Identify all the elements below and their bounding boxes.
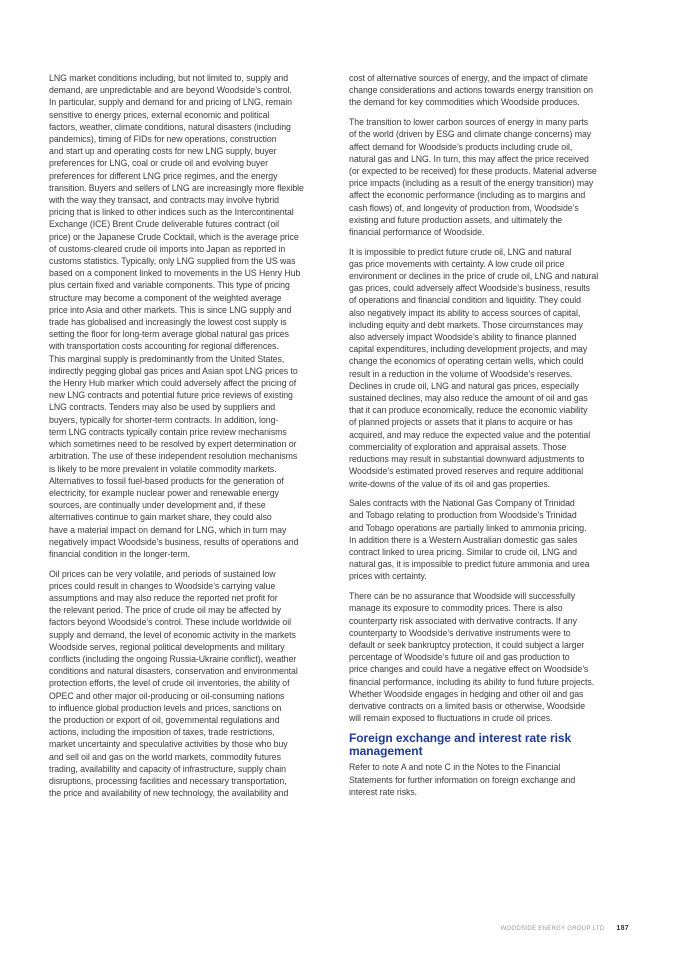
text-line: factors beyond Woodside’s control. These include worldwide oil xyxy=(49,617,292,628)
text-line: preferences for LNG, coal or crude oil and evolving buyer xyxy=(49,158,268,169)
page-footer xyxy=(501,925,629,933)
text-line: manage its exposure to commodity prices. There is also xyxy=(349,603,563,614)
heading-line: Foreign exchange and interest rate risk xyxy=(349,731,572,746)
text-line: sensitive to energy prices, external economic and political xyxy=(49,109,270,120)
text-line: actions, including the imposition of taxes, trade restrictions, xyxy=(49,727,275,738)
text-line: plus certain fixed and variable components. This type of pricing xyxy=(49,280,290,291)
text-line: Oil prices can be very volatile, and periods of sustained low xyxy=(49,568,276,579)
left-column xyxy=(49,72,330,807)
text-line: contract linked to urea pricing. Similar to crude oil, LNG and xyxy=(349,547,577,558)
text-line: LNG contracts. Tenders may also be used by suppliers and xyxy=(49,402,276,413)
text-line: natural gas, it is impossible to predict future ammonia and urea xyxy=(349,559,590,570)
text-line: assumptions and may also reduce the reported net profit for xyxy=(49,593,278,604)
paragraph xyxy=(49,72,330,560)
text-line: price) or the Japanese Crude Cocktail, which is the average price xyxy=(49,231,299,242)
text-line: disruptions, processing facilities and necessary transportation, xyxy=(49,776,287,787)
text-line: customs statistics. Typically, only LNG supplied from the US was xyxy=(49,256,296,267)
text-line: derivative contracts on a limited basis or otherwise, Woodside xyxy=(349,700,586,711)
text-line: the price and availability of new technology, the availability and xyxy=(49,788,289,799)
text-line: structure may become a component of the weighted average xyxy=(49,292,282,303)
text-line: is likely to be more prevalent in volatile commodity markets. xyxy=(49,463,277,474)
text-line: prices could result in changes to Woodside’s carrying value xyxy=(49,580,276,591)
text-line: will remain exposed to fluctuations in crude oil prices. xyxy=(349,713,553,724)
text-line: based on a component linked to movements in the US Henry Hub xyxy=(49,268,301,279)
section-heading xyxy=(349,732,633,758)
text-line: There can be no assurance that Woodside will successfully xyxy=(349,591,576,602)
text-line: natural gas and LNG. In turn, this may affect the price received xyxy=(349,153,589,164)
text-line: affect demand for Woodside’s products including crude oil, xyxy=(349,141,573,152)
text-line: Alternatives to fossil fuel-based products for the generation of xyxy=(49,475,284,486)
text-line: negatively impact Woodside’s business, results of operations and xyxy=(49,536,299,547)
text-line: default or seek bankruptcy protection, it could subject a larger xyxy=(349,639,585,650)
text-line: of planned projects or assets that it plans to acquire or has xyxy=(349,417,573,428)
page-number: 187 xyxy=(616,925,629,932)
text-line: and Tobago operations are partially linked to ammonia pricing. xyxy=(349,522,587,533)
text-line: pandemics), timing of FIDs for new operations, construction xyxy=(49,134,277,145)
text-line: preferences for different LNG price regimes, and the energy xyxy=(49,170,278,181)
text-line: also adversely impact Woodside’s ability to finance planned xyxy=(349,332,577,343)
text-line: financial performance of Woodside. xyxy=(349,226,485,237)
text-line: the Henry Hub marker which could adversely affect the pricing of xyxy=(49,378,297,389)
text-line: Sales contracts with the National Gas Company of Trinidad xyxy=(349,498,575,509)
text-line: (or expected to be received) for these products. Material adverse xyxy=(349,165,597,176)
paragraph xyxy=(49,568,330,800)
text-line: Whether Woodside engages in hedging and other oil and gas xyxy=(349,688,584,699)
text-line: percentage of Woodside’s future oil and gas production to xyxy=(349,652,570,663)
text-line: interest rate risks. xyxy=(349,786,418,797)
text-line: and Tobago relating to production from Woodside’s Trinidad xyxy=(349,510,577,521)
text-line: This marginal supply is predominantly from the United States, xyxy=(49,353,285,364)
text-line: factors, weather, climate conditions, natural disasters (including xyxy=(49,121,291,132)
text-line: term LNG contracts typically contain price review mechanisms xyxy=(49,426,287,437)
paragraph xyxy=(349,246,633,490)
section-paragraph xyxy=(349,761,633,798)
text-line: to influence global production levels and prices, sanctions on xyxy=(49,702,282,713)
text-line: price changes and could have a negative effect on Woodside’s xyxy=(349,664,589,675)
text-line: acquired, and may reduce the expected value and the potential xyxy=(349,429,591,440)
text-line: new LNG contracts and potential future price reviews of existing xyxy=(49,390,293,401)
text-line: buyers, typically for shorter-term contracts. In addition, long- xyxy=(49,414,279,425)
text-line: pricing that is linked to other indices such as the Intercontinental xyxy=(49,207,294,218)
text-line: indirectly pegging global gas prices and Asian spot LNG prices to xyxy=(49,365,298,376)
text-line: change considerations and actions towards energy transition on xyxy=(349,85,593,96)
text-line: financial performance, including its ability to fund future projects. xyxy=(349,676,595,687)
paragraph xyxy=(349,72,633,109)
text-line: of customs-cleared crude oil imports into Japan as reported in xyxy=(49,243,286,254)
footer-company: WOODSIDE ENERGY GROUP LTD xyxy=(500,926,605,932)
text-line: commerciality of exploration and appraisal assets. Those xyxy=(349,441,567,452)
text-line: electricity, for example nuclear power and renewable energy xyxy=(49,487,279,498)
text-line: alternatives continue to gain market share, they could also xyxy=(49,512,272,523)
text-line: capital expenditures, including development projects, and may xyxy=(349,344,588,355)
text-line: and sell oil and gas on the world markets, commodity futures xyxy=(49,751,281,762)
right-column xyxy=(349,72,633,798)
text-line: of operations and financial condition and liquidity. They could xyxy=(349,295,581,306)
text-line: counterparty to Woodside’s derivative instruments were to xyxy=(349,627,571,638)
text-line: affect the economic performance (including as to margins and xyxy=(349,190,586,201)
paragraph xyxy=(349,590,633,724)
text-line: Declines in crude oil, LNG and natural gas prices, especially xyxy=(349,380,579,391)
text-line: OPEC and other major oil-producing or oil-consuming nations xyxy=(49,690,285,701)
text-line: write-downs of the value of its oil and gas properties. xyxy=(349,478,551,489)
text-line: setting the floor for long-term average global natural gas prices xyxy=(49,329,289,340)
text-line: and start up and operating costs for new LNG supply, buyer xyxy=(49,146,277,157)
text-line: also negatively impact its ability to access sources of capital, xyxy=(349,307,581,318)
text-line: gas price movements with certainty. A low crude oil price xyxy=(349,258,565,269)
text-line: change the economics of operating certain wells, which could xyxy=(349,356,584,367)
text-line: In particular, supply and demand for and pricing of LNG, remain xyxy=(49,97,292,108)
heading-line: management xyxy=(349,744,423,759)
text-line: with the way they transact, and contracts may involve hybrid xyxy=(49,195,279,206)
text-line: conflicts (including the ongoing Russia-Ukraine conflict), weather xyxy=(49,654,297,665)
text-line: the relevant period. The price of crude oil may be affected by xyxy=(49,605,281,616)
text-line: price impacts (including as a result of the energy transition) may xyxy=(349,178,594,189)
text-line: gas prices, could adversely affect Woodside’s business, results xyxy=(349,283,591,294)
text-line: the production or export of oil, governmental regulations and xyxy=(49,715,280,726)
paragraph xyxy=(349,497,633,582)
text-line: trade has globalised and increasingly the lowest cost supply is xyxy=(49,317,287,328)
text-line: arbitration. The use of these independent resolution mechanisms xyxy=(49,451,298,462)
text-line: protection efforts, the level of crude oil inventories, the ability of xyxy=(49,678,290,689)
text-line: demand, are unpredictable and are beyond Woodside’s control. xyxy=(49,85,292,96)
text-line: LNG market conditions including, but not limited to, supply and xyxy=(49,73,289,83)
text-line: have a material impact on demand for LNG, which in turn may xyxy=(49,524,287,535)
text-line: the demand for key commodities which Woodside produces. xyxy=(349,97,580,108)
text-line: prices with certainty. xyxy=(349,571,427,582)
text-line: counterparty risk associated with derivative contracts. If any xyxy=(349,615,577,626)
paragraph xyxy=(349,116,633,238)
text-line: including equity and debt markets. Those circumstances may xyxy=(349,319,583,330)
text-line: market uncertainty and speculative activities by those who buy xyxy=(49,739,288,750)
text-line: sustained declines, may also reduce the amount of oil and gas xyxy=(349,393,588,404)
text-line: reductions may result in substantial downward adjustments to xyxy=(349,454,585,465)
text-line: sources, are continually under development and, if these xyxy=(49,500,266,511)
text-line: result in a reduction in the volume of Woodside’s reserves. xyxy=(349,368,573,379)
text-line: cost of alternative sources of energy, and the impact of climate xyxy=(349,73,588,83)
text-line: which sometimes need to be resolved by expert determination or xyxy=(49,439,297,450)
text-line: existing and future production assets, and ultimately the xyxy=(349,214,563,225)
text-line: Woodside’s estimated proved reserves and require additional xyxy=(349,466,584,477)
text-line: environment or declines in the price of crude oil, LNG and natural xyxy=(349,271,599,282)
text-line: It is impossible to predict future crude oil, LNG and natural xyxy=(349,246,572,257)
text-line: of the world (driven by ESG and climate change concerns) may xyxy=(349,129,592,140)
text-line: trading, availability and capacity of infrastructure, supply chain xyxy=(49,763,286,774)
text-line: Refer to note A and note C in the Notes to the Financial xyxy=(349,762,561,773)
text-line: In addition there is a Western Australian domestic gas sales xyxy=(349,534,578,545)
text-line: financial condition in the longer-term. xyxy=(49,548,191,559)
text-line: that it can produce economically, reduce the economic viability xyxy=(349,405,588,416)
text-line: The transition to lower carbon sources of energy in many parts xyxy=(349,117,589,128)
text-line: Exchange (ICE) Brent Crude deliverable futures contract (oil xyxy=(49,219,279,230)
text-line: with transportation costs accounting for regional differences. xyxy=(49,341,279,352)
text-line: transition. Buyers and sellers of LNG are increasingly more flexible xyxy=(49,182,304,193)
text-line: Statements for further information on foreign exchange and xyxy=(349,774,576,785)
text-line: supply and demand, the level of economic activity in the markets xyxy=(49,629,296,640)
text-line: cash flows) of, and longevity of production from, Woodside’s xyxy=(349,202,579,213)
text-line: price into Asia and other markets. This is since LNG supply and xyxy=(49,304,292,315)
text-line: Woodside serves, regional political developments and military xyxy=(49,641,285,652)
text-line: conditions and natural disasters, conservation and environmental xyxy=(49,666,298,677)
